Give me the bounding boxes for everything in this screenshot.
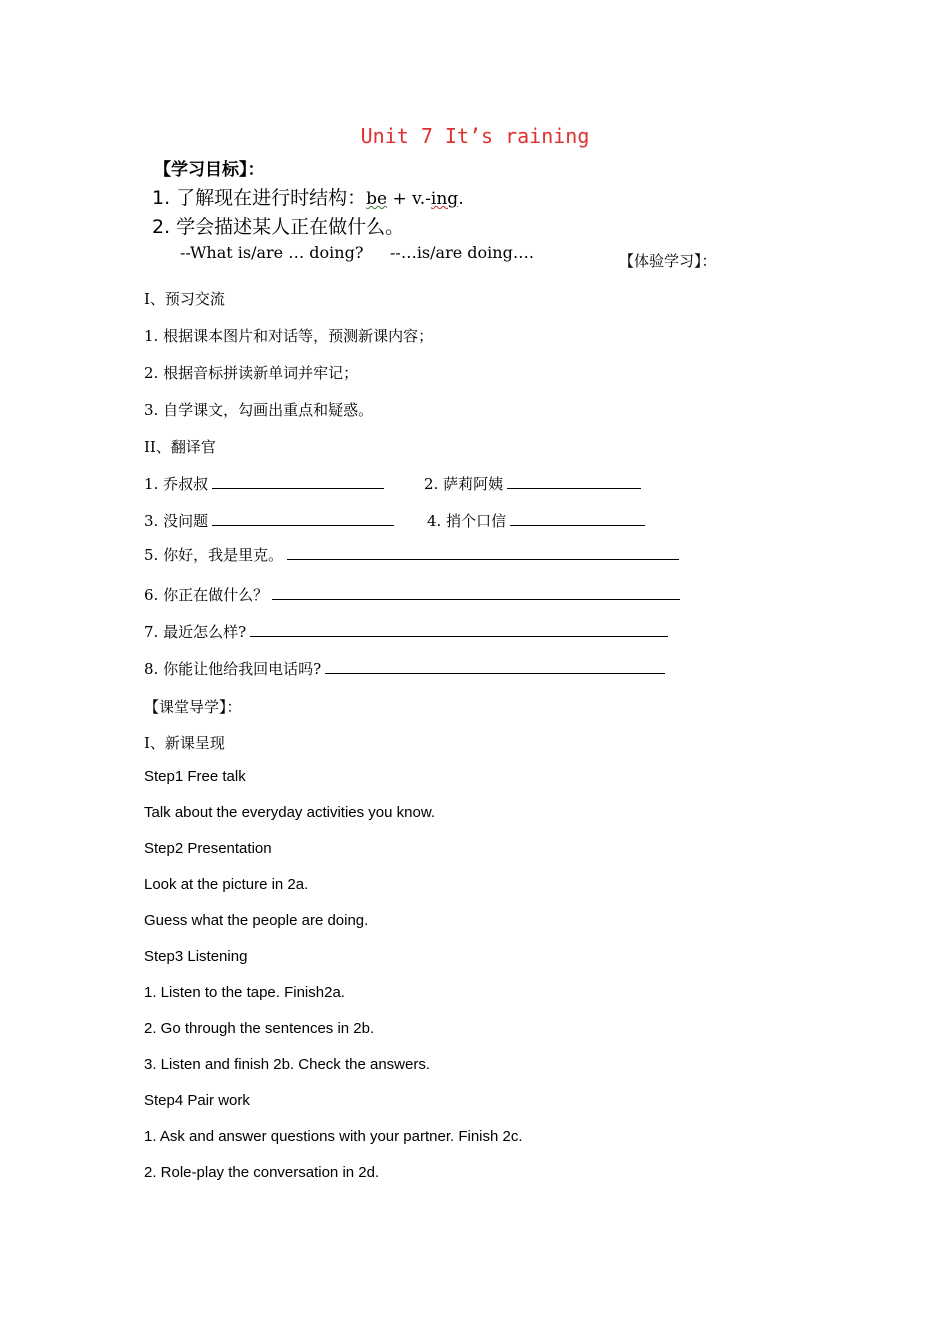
answer-blank[interactable] xyxy=(250,622,668,637)
new-lesson-title: I、新课呈现 xyxy=(144,734,225,752)
translate-item-2-label: 2. 萨莉阿姨 xyxy=(424,475,504,493)
translate-item-7 xyxy=(144,621,668,642)
classroom-heading: 【课堂导学】： xyxy=(144,698,242,716)
translate-item-4-label: 4. 捎个口信 xyxy=(427,512,507,530)
drill-question: --What is/are … doing? xyxy=(180,243,364,262)
objective-1 xyxy=(152,183,464,210)
step-line: Step4 Pair work xyxy=(144,1092,250,1109)
answer-blank[interactable] xyxy=(507,474,641,489)
translate-item-8 xyxy=(144,658,665,679)
preview-item-2: 2. 根据音标拼读新单词并牢记； xyxy=(144,364,359,382)
step-line: Guess what the people are doing. xyxy=(144,912,369,929)
answer-blank[interactable] xyxy=(325,659,665,674)
preview-item-3: 3. 自学课文，勾画出重点和疑惑。 xyxy=(144,401,374,419)
translate-item-8-label: 8. 你能让他给我回电话吗? xyxy=(144,660,322,678)
answer-blank[interactable] xyxy=(510,511,645,526)
translate-item-5 xyxy=(144,544,679,565)
translate-item-5-label: 5. 你好，我是里克。 xyxy=(144,546,284,564)
answer-blank[interactable] xyxy=(212,511,394,526)
preview-title: I、预习交流 xyxy=(144,290,225,308)
translate-item-6-label: 6. 你正在做什么？ xyxy=(144,586,269,604)
step-line: 2. Go through the sentences in 2b. xyxy=(144,1020,375,1037)
step-line: 1. Ask and answer questions with your partner. Finish 2c. xyxy=(144,1128,523,1145)
translate-item-6 xyxy=(144,584,680,605)
objectives-heading: 【学习目标】： xyxy=(154,160,265,180)
experience-heading: 【体验学习】： xyxy=(619,252,717,270)
drill-answer: --…is/are doing…. xyxy=(390,243,534,262)
step-line: Step3 Listening xyxy=(144,948,248,965)
translate-item-4 xyxy=(427,510,645,531)
objective-1-text: 1. 了解现在进行时结构： xyxy=(152,187,367,209)
translate-item-3-label: 3. 没问题 xyxy=(144,512,209,530)
translator-title: II、翻译官 xyxy=(144,438,216,456)
step-line: 2. Role-play the conversation in 2d. xyxy=(144,1164,380,1181)
step-line: Step2 Presentation xyxy=(144,840,272,857)
translate-item-2 xyxy=(424,473,641,494)
step-line: 3. Listen and finish 2b. Check the answers. xyxy=(144,1056,430,1073)
translate-item-1-label: 1. 乔叔叔 xyxy=(144,475,209,493)
answer-blank[interactable] xyxy=(272,585,680,600)
translate-item-3 xyxy=(144,510,394,531)
step-line: Talk about the everyday activities you know. xyxy=(144,804,435,821)
objective-1-formula: be + v.-ing. xyxy=(366,189,464,209)
page-title: Unit 7 It’s raining xyxy=(360,124,590,148)
answer-blank[interactable] xyxy=(212,474,384,489)
objective-2: 2. 学会描述某人正在做什么。 xyxy=(152,216,405,238)
answer-blank[interactable] xyxy=(287,545,679,560)
step-line: Look at the picture in 2a. xyxy=(144,876,309,893)
step-line: 1. Listen to the tape. Finish2a. xyxy=(144,984,345,1001)
translate-item-7-label: 7. 最近怎么样? xyxy=(144,623,247,641)
translate-item-1 xyxy=(144,473,384,494)
step-line: Step1 Free talk xyxy=(144,768,246,785)
preview-item-1: 1. 根据课本图片和对话等，预测新课内容； xyxy=(144,327,434,345)
